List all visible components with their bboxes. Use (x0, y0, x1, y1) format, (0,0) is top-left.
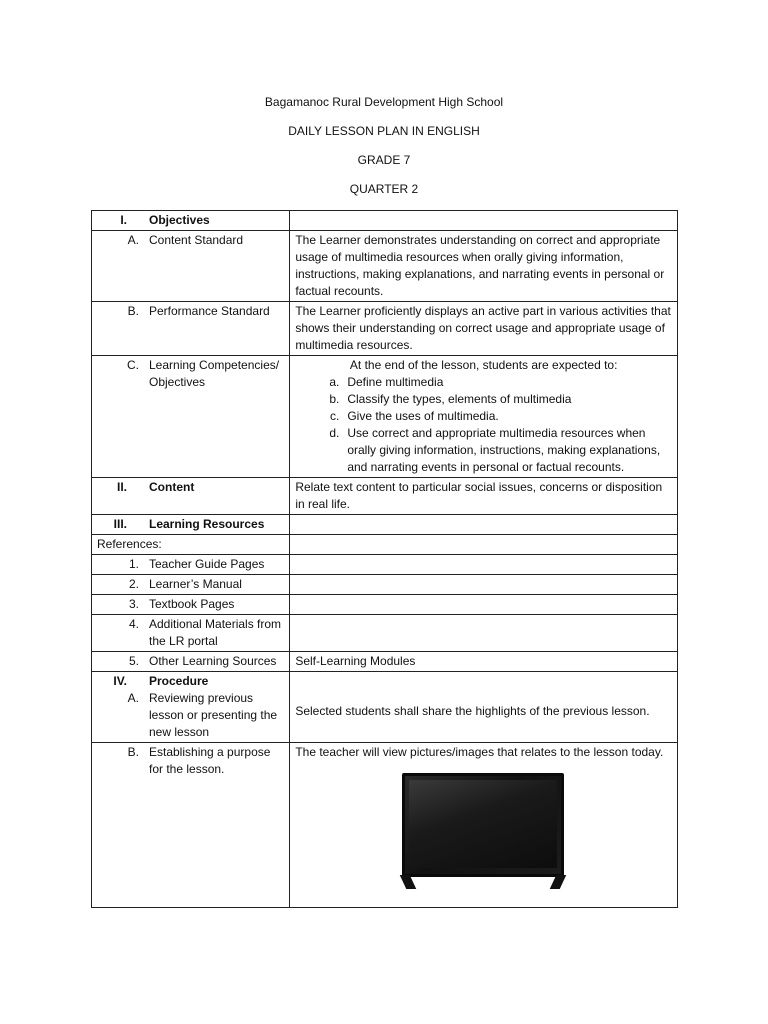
learning-resources-row (92, 515, 678, 535)
procedure-row (92, 672, 678, 743)
objectives-row (92, 211, 678, 231)
reviewing-text: Selected students shall share the highlights of the previous lesson. (290, 672, 678, 743)
content-standard-text: The Learner demonstrates understanding on correct and appropriate usage of multimedia resources when orally giving information, instructions, making explanations, and narrating events in personal or factual recounts. (290, 231, 678, 302)
purpose-row (92, 743, 678, 908)
list-text: Use correct and appropriate multimedia resources when orally giving information, instructions, making explanations, and narrating events in personal or factual recounts. (347, 426, 661, 474)
resource-number: 1. (128, 557, 139, 571)
television-image (295, 761, 672, 906)
section-number: I. (120, 213, 127, 227)
list-marker: b. (329, 392, 340, 406)
resource-value (290, 575, 678, 595)
competencies-intro: At the end of the lesson, students are expected to: (349, 358, 618, 372)
item-letter: B. (127, 304, 139, 318)
item-letter: B. (127, 745, 139, 759)
purpose-text: The teacher will view pictures/images that relates to the lesson today. (295, 745, 664, 759)
section-label: Objectives (149, 213, 210, 227)
objectives-list (295, 374, 672, 476)
resource-number: 5. (128, 654, 139, 668)
list-text: Define multimedia (347, 375, 444, 389)
resource-label: Learner’s Manual (149, 577, 242, 591)
list-marker: a. (329, 375, 340, 389)
grade-label: GRADE 7 (357, 153, 411, 167)
resource-row (92, 555, 678, 575)
competencies-row (92, 356, 678, 478)
document-title: DAILY LESSON PLAN IN ENGLISH (288, 124, 480, 138)
item-label: Content Standard (149, 233, 244, 247)
lesson-plan-table (91, 210, 678, 908)
resource-row (92, 575, 678, 595)
references-row (92, 535, 678, 555)
list-marker: d. (329, 426, 340, 440)
list-item (295, 391, 672, 408)
item-label: Learning Competencies/ Objectives (149, 358, 280, 389)
section-number: II. (116, 480, 127, 494)
item-letter: A. (127, 691, 139, 705)
resource-value (290, 615, 678, 652)
resource-label: Other Learning Sources (149, 654, 277, 668)
resource-label: Teacher Guide Pages (149, 557, 265, 571)
list-item (295, 425, 672, 476)
list-marker: c. (329, 409, 340, 423)
quarter-label: QUARTER 2 (349, 182, 419, 196)
section-label: Procedure (149, 674, 209, 688)
resource-label: Textbook Pages (149, 597, 235, 611)
item-letter: C. (127, 358, 139, 372)
item-label: Reviewing previous lesson or presenting the new lesson (149, 691, 278, 739)
list-text: Give the uses of multimedia. (347, 409, 499, 423)
resource-value: Self-Learning Modules (290, 652, 678, 672)
list-item (295, 374, 672, 391)
school-name: Bagamanoc Rural Development High School (264, 95, 504, 109)
content-standard-row (92, 231, 678, 302)
resource-number: 2. (128, 577, 139, 591)
list-item (295, 408, 672, 425)
resource-row (92, 595, 678, 615)
references-label: References: (92, 535, 290, 555)
resource-row (92, 652, 678, 672)
resource-value (290, 595, 678, 615)
item-letter: A. (127, 233, 139, 247)
section-label: Learning Resources (149, 517, 265, 531)
item-label: Establishing a purpose for the lesson. (149, 745, 271, 776)
performance-standard-text: The Learner proficiently displays an active part in various activities that shows their understanding on correct usage and appropriate usage of multimedia resources. (290, 302, 678, 356)
resource-number: 3. (128, 597, 139, 611)
performance-standard-row (92, 302, 678, 356)
resource-value (290, 555, 678, 575)
section-number: IV. (113, 674, 127, 688)
section-label: Content (149, 480, 195, 494)
resource-label: Additional Materials from the LR portal (149, 617, 282, 648)
item-label: Performance Standard (149, 304, 270, 318)
content-text: Relate text content to particular social issues, concerns or disposition in real life. (290, 478, 678, 515)
content-row (92, 478, 678, 515)
section-number: III. (113, 517, 127, 531)
resource-row (92, 615, 678, 652)
television-icon (402, 773, 564, 877)
list-text: Classify the types, elements of multimedia (347, 392, 572, 406)
resource-number: 4. (128, 617, 139, 631)
